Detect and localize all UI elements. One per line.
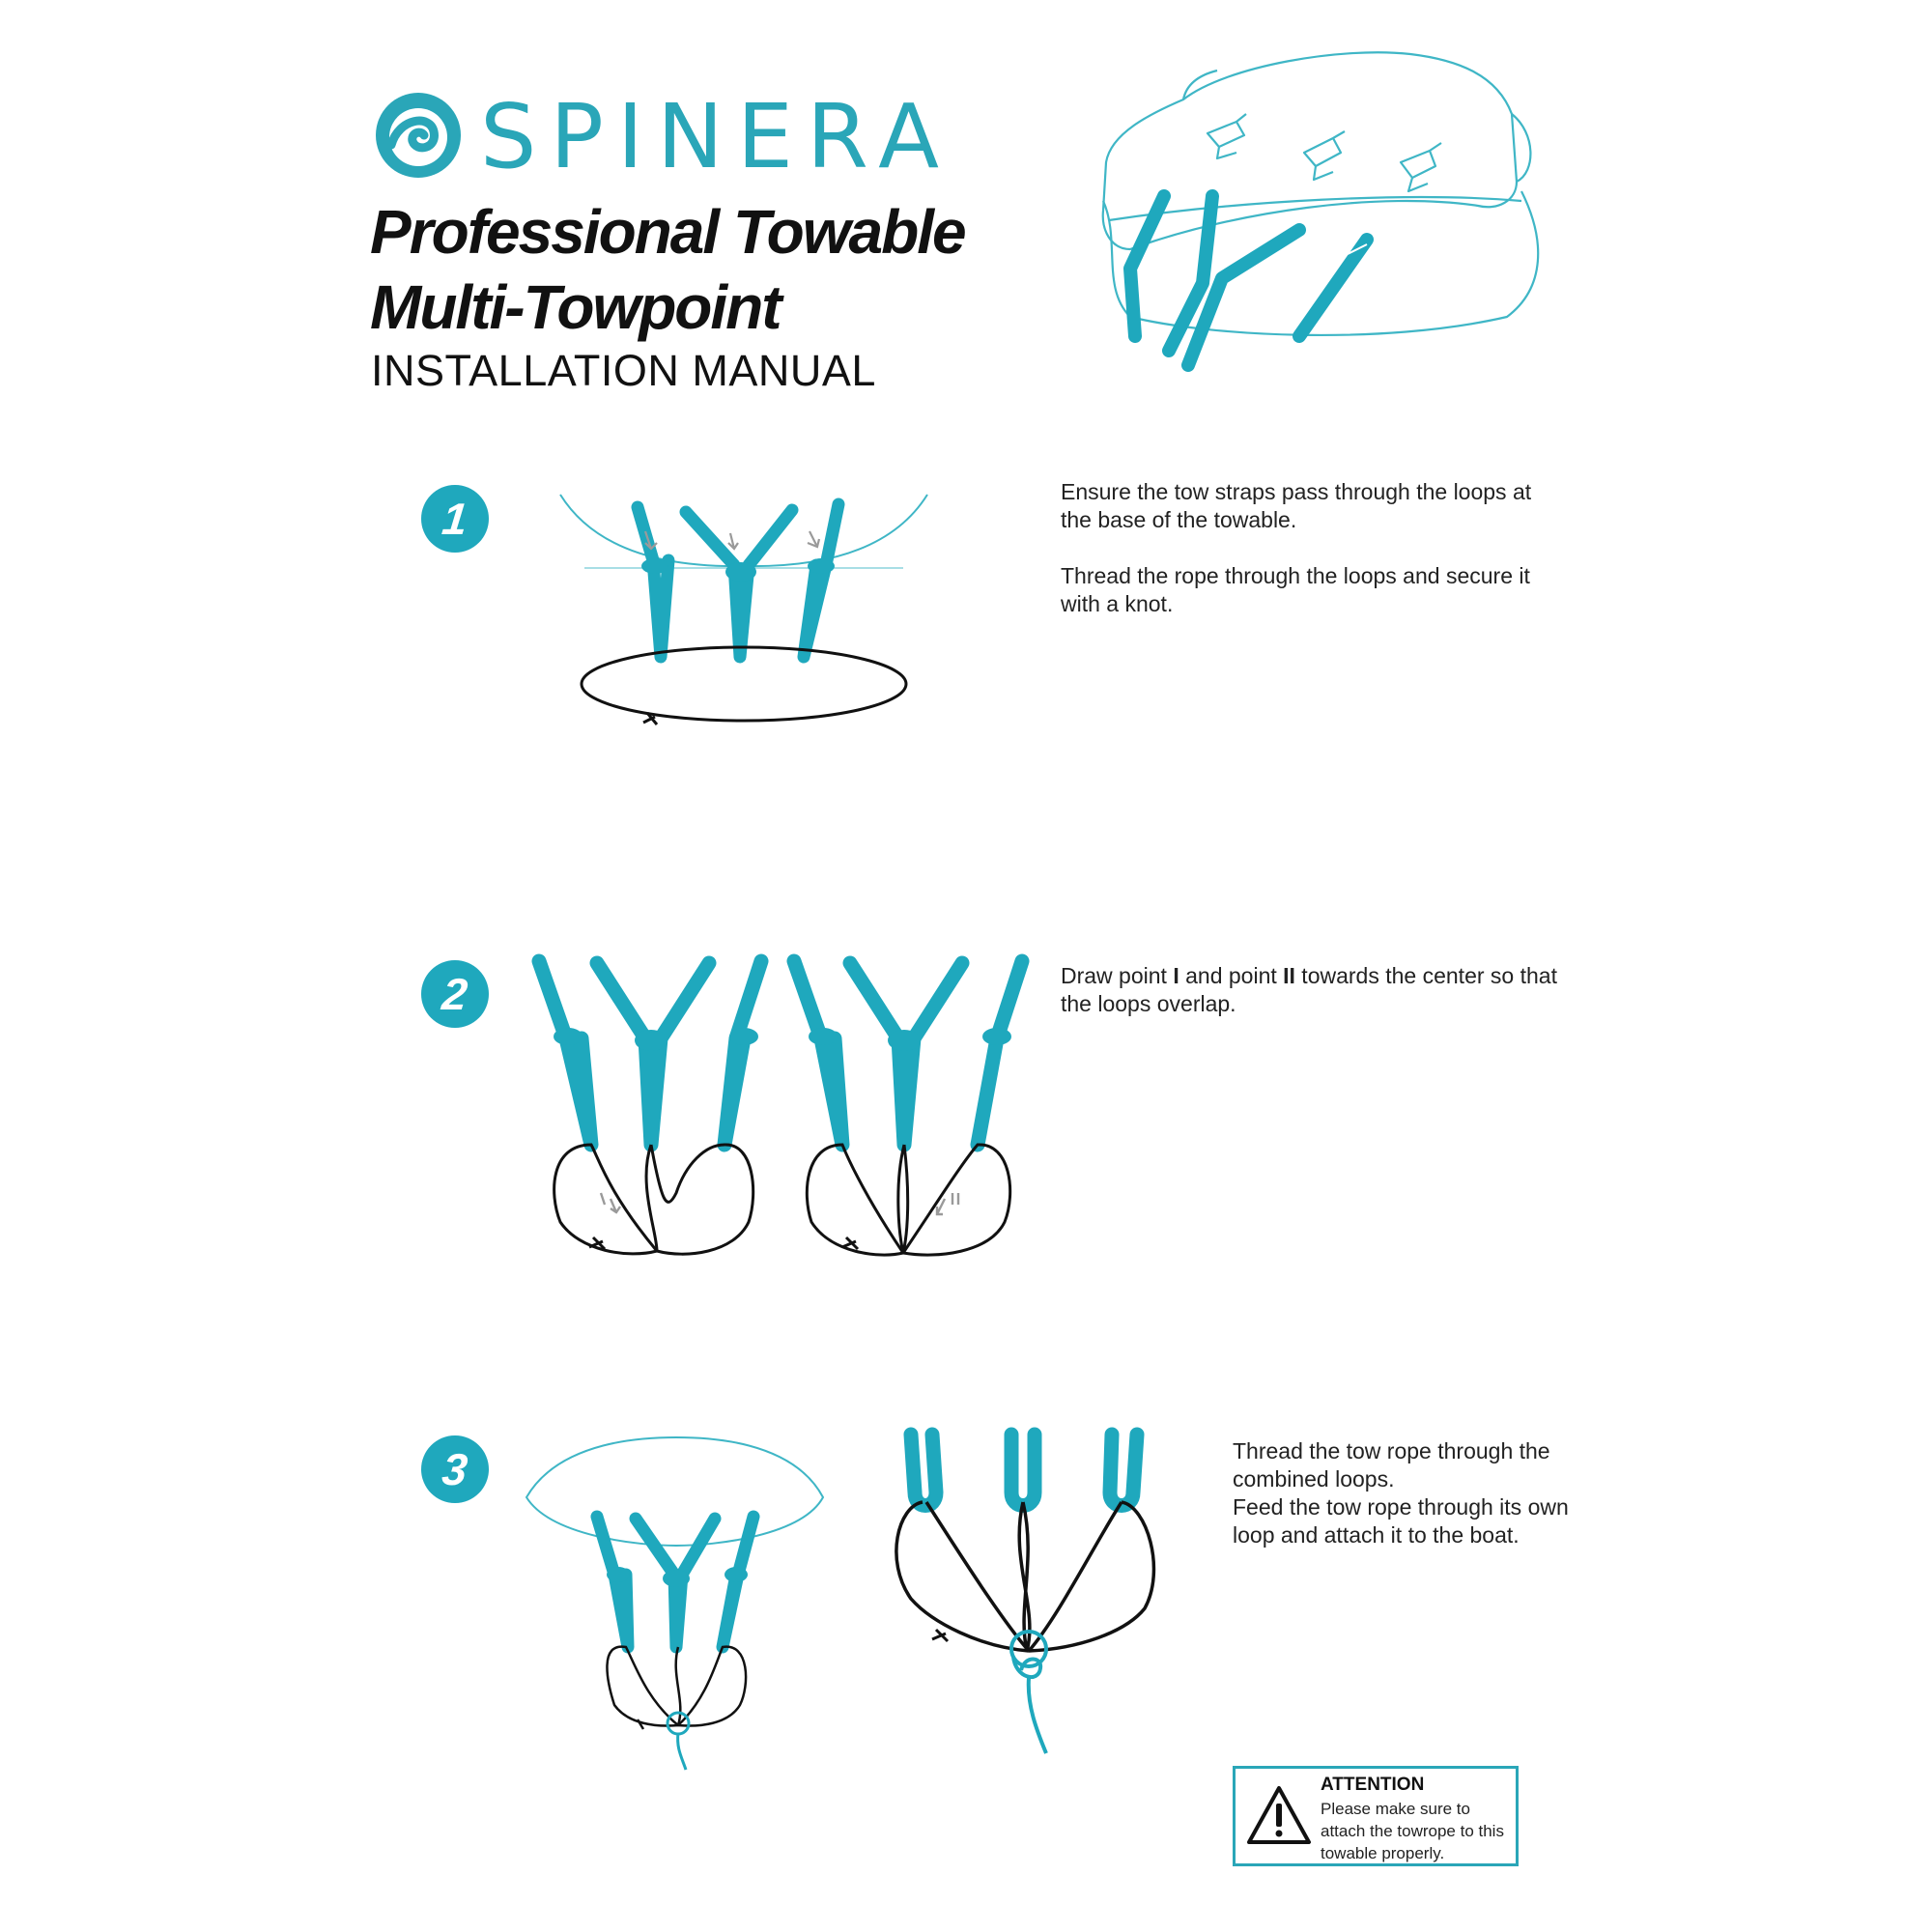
step-1-illustration	[551, 483, 937, 734]
step-2-badge	[421, 960, 489, 1028]
point-two-label: II	[1283, 963, 1295, 988]
step-3-description	[1233, 1437, 1580, 1549]
step-2-text-middle: and point	[1179, 963, 1284, 988]
step-2-text-after: towards the center so that the loops overlap.	[1061, 963, 1557, 1016]
step-1-number: 1	[440, 494, 470, 544]
attention-box	[1233, 1766, 1519, 1866]
towable-hero-illustration	[1092, 46, 1594, 394]
page-title-line1: Professional Towable	[370, 197, 965, 267]
warning-triangle-icon	[1245, 1782, 1313, 1850]
brand-wordmark: SPINERA	[480, 85, 953, 188]
page-title-line2: Multi-Towpoint	[370, 272, 781, 342]
attention-title: ATTENTION	[1321, 1775, 1425, 1795]
attention-text: Please make sure to attach the towrope to this towable properly.	[1321, 1800, 1504, 1862]
step-3-text-a: Thread the tow rope through the combined loops.	[1233, 1438, 1550, 1492]
step-2-text-before: Draw point	[1061, 963, 1174, 988]
step-3a-illustration	[522, 1430, 840, 1777]
page-subtitle: INSTALLATION MANUAL	[371, 346, 876, 395]
point-one-label: I	[1173, 963, 1179, 988]
step-3-badge	[421, 1435, 489, 1503]
step-3-number: 3	[440, 1444, 470, 1494]
step-1-text-b: Thread the rope through the loops and secure it with a knot.	[1061, 563, 1530, 616]
spinera-wave-icon	[370, 85, 467, 182]
step-1-badge	[421, 485, 489, 553]
step-1-description	[1061, 478, 1563, 646]
step-2-number: 2	[440, 969, 470, 1019]
step-2-description	[1061, 962, 1563, 1018]
step-3-text-b: Feed the tow rope through its own loop and attach it to the boat.	[1233, 1494, 1569, 1548]
step-1-text-a: Ensure the tow straps pass through the loops at the base of the towable.	[1061, 479, 1532, 532]
step-3b-illustration	[894, 1425, 1183, 1773]
step-2-illustration	[531, 952, 1034, 1280]
